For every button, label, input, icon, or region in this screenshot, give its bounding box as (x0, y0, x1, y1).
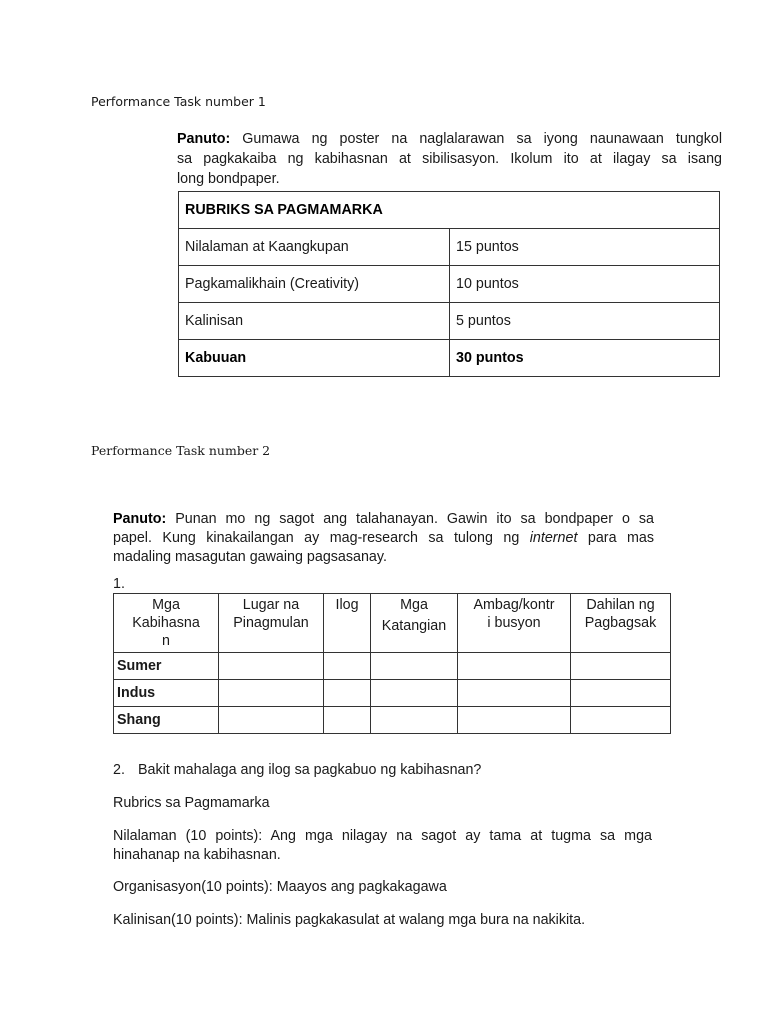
instruction-label: Panuto: (113, 511, 167, 527)
item-number: 1. (113, 576, 125, 592)
instruction-line: papel. Kung kinakailangan ay mag-research sa tulong ng (113, 530, 530, 546)
answer-cell[interactable] (371, 707, 458, 734)
answer-cell[interactable] (324, 680, 371, 707)
item-number: 2. (113, 762, 125, 778)
instruction-line: sa pagkakaiba ng kabihasnan at sibilisasyon. Ikolum ito at ilagay sa isang (177, 151, 722, 167)
rubric-total-points: 30 puntos (456, 350, 524, 366)
row-label: Sumer (114, 653, 219, 680)
rubric-title: RUBRIKS SA PAGMAMARKA (185, 202, 383, 218)
header-civilization: Mga Kabihasna n (114, 594, 219, 653)
task1-heading: Performance Task number 1 (91, 94, 266, 109)
table-row-total (179, 340, 720, 377)
answer-cell[interactable] (371, 680, 458, 707)
instruction-line: madaling masagutan gawaing pagsasanay. (113, 549, 387, 565)
table-row (114, 653, 671, 680)
rubric-criterion: Kalinisan (179, 303, 450, 340)
rubric-organization: Organisasyon(10 points): Maayos ang pagkakagawa (113, 879, 447, 895)
task2-instruction (113, 510, 654, 567)
rubrics-heading: Rubrics sa Pagmamarka (113, 795, 270, 811)
header-river: Ilog (324, 594, 371, 653)
table-row (179, 266, 720, 303)
rubric-table (178, 191, 720, 377)
question-text: Bakit mahalaga ang ilog sa pagkabuo ng kabihasnan? (138, 762, 482, 778)
task1-instruction (177, 129, 722, 189)
row-label: Indus (114, 680, 219, 707)
answer-cell[interactable] (219, 707, 324, 734)
answer-cell[interactable] (458, 653, 571, 680)
rubric-criterion: Nilalaman at Kaangkupan (179, 229, 450, 266)
rubric-criterion: Pagkamalikhain (Creativity) (179, 266, 450, 303)
table-row (114, 680, 671, 707)
table-row (179, 229, 720, 266)
answer-cell[interactable] (324, 653, 371, 680)
task2-heading: Performance Task number 2 (91, 443, 271, 458)
answer-cell[interactable] (219, 680, 324, 707)
table-row (114, 707, 671, 734)
instruction-line: long bondpaper. (177, 171, 280, 187)
answer-cell[interactable] (458, 680, 571, 707)
instruction-line: Punan mo ng sagot ang talahanayan. Gawin ito sa bondpaper o sa (175, 511, 654, 527)
instruction-label: Panuto: (177, 131, 231, 147)
instruction-line: Gumawa ng poster na naglalarawan sa iyong naunawaan tungkol (242, 131, 722, 147)
header-origin: Lugar na Pinagmulan (219, 594, 324, 653)
answer-cell[interactable] (324, 707, 371, 734)
answer-cell[interactable] (571, 653, 671, 680)
instruction-emphasis: internet (529, 530, 578, 546)
row-label: Shang (114, 707, 219, 734)
table-row (179, 303, 720, 340)
header-decline: Dahilan ng Pagbagsak (571, 594, 671, 653)
table-header-row (114, 594, 671, 653)
rubric-title-row (179, 192, 720, 229)
instruction-line: para mas (577, 530, 654, 546)
rubric-cleanliness: Kalinisan(10 points): Malinis pagkakasulat at walang mga bura na nakikita. (113, 912, 586, 928)
answer-cell[interactable] (219, 653, 324, 680)
rubric-content: Nilalaman (10 points): Ang mga nilagay na sagot ay tama at tugma sa mga hinahanap na kabihasnan. (113, 828, 652, 863)
answer-cell[interactable] (371, 653, 458, 680)
item-2-question (113, 762, 481, 778)
answer-cell[interactable] (571, 707, 671, 734)
civilization-table (113, 593, 671, 734)
answer-cell[interactable] (571, 680, 671, 707)
header-contribution: Ambag/kontr i busyon (458, 594, 571, 653)
header-characteristics: Mga Katangian (371, 594, 458, 653)
rubric-points: 10 puntos (450, 266, 720, 303)
answer-cell[interactable] (458, 707, 571, 734)
rubric-points: 15 puntos (450, 229, 720, 266)
rubric-points: 5 puntos (450, 303, 720, 340)
rubric-total-label: Kabuuan (185, 350, 247, 366)
